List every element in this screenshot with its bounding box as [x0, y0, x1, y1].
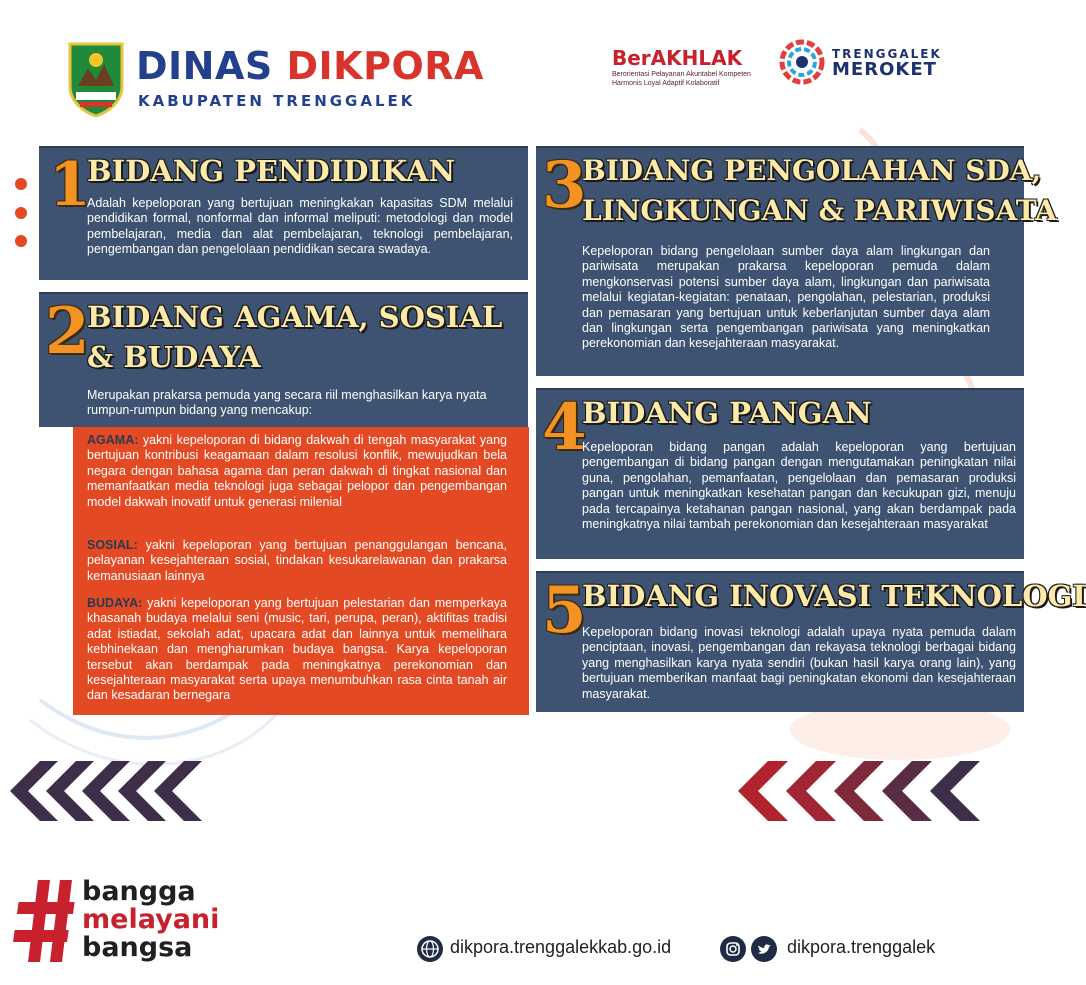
section-pendidikan: [39, 146, 528, 280]
detail-agama: AGAMA: yakni kepeloporan di bidang dakwah di tengah masyarakat yang bertujuan kontribusi keagamaan dalam resolusi konflik, mewujudkan bela negara dengan bahasa agama dan peran dakwah di tingkat nasional dan memanfaatkan media teknologi juga sebagai pelopor dan pengembangan model dakwah inovatif untuk generasi milenial: [87, 433, 507, 509]
detail-budaya: BUDAYA: yakni kepeloporan yang bertujuan pelestarian dan memperkaya khasanah budaya melalui seni (music, tari, perupa, peran), aktifitas tradisi adat istiadat, sekolah adat, upacara adat dan lainnya untuk memelihara kebhinekaan dan mengharumkan budaya bangsa. Karya kepeloporan tersebut akan berdampak pada meningkatnya perekonomian dan kesejahteraan masyarakat serta upaya menumbuhkan rasa cinta tanah air dan kesadaran bernegara: [87, 596, 507, 703]
section-title-line2: LINGKUNGAN & PARIWISATA: [582, 194, 1057, 227]
chevron-left-icon: [738, 759, 998, 823]
keyword-agama: AGAMA:: [87, 433, 139, 447]
keyword-budaya: BUDAYA:: [87, 596, 143, 610]
section-number: 4: [542, 390, 587, 465]
section-title-line1: BIDANG AGAMA, SOSIAL: [87, 300, 503, 334]
section-number: 1: [49, 150, 91, 220]
section-title-line1: BIDANG PENGOLAHAN SDA,: [582, 154, 1042, 187]
section-body: Kepeloporan bidang inovasi teknologi adalah upaya nyata pemuda dalam penciptaan, inovasi, pengembangan dan rekayasa teknologi berbagai bidang yang menghasilkan karya nyata sendiri (bukan hasil karya orang lain), yang bertujuan memberikan manfaat bagi peningkatan ekonomi dan kesejahteraan masyarakat.: [582, 625, 1016, 701]
section-title-line2: & BUDAYA: [87, 340, 261, 374]
section-body: Adalah kepeloporan yang bertujuan meningkakan kapasitas SDM melalui pendidikan formal, nonformal dan informal meliputi: metodologi dan model pembelajaran, media dan alat pembelajaran, teknologi pembelajaran, pengembangan dan pengelolaan pendidikan secara swadaya.: [87, 196, 513, 257]
section-title: BIDANG INOVASI TEKNOLOGI: [582, 579, 1086, 613]
section-body: Merupakan prakarsa pemuda yang secara riil menghasilkan karya nyata rumpun-rumpun bidang yang mencakup:: [87, 388, 487, 418]
berakhlak-tagline-1: Berorientasi Pelayanan Akuntabel Kompeten: [612, 71, 751, 78]
berakhlak-title: BerAKHLAK: [612, 46, 743, 70]
meroket-label-main: MEROKET: [832, 59, 937, 80]
org-title: DINAS DIKPORA: [136, 44, 484, 88]
tagline-bangga: bangga: [82, 876, 196, 907]
section-body: Kepeloporan bidang pengelolaan sumber daya alam lingkungan dan pariwisata merupakan prakarsa kepeloporan pemuda dalam mengkonservasi potensi sumber daya alam, lingkungan dan pariwisata melalui kegiatan-kegiatan: penataan, pengolahan, pelestarian, produksi dan pemasaran yang bertujuan untuk keberlanjutan sumber daya alam dan lingkungan serta pengembangan pariwisata yang meningkatkan perekonomian dan kesejahteraan masyarakat.: [582, 244, 990, 351]
twitter-icon[interactable]: [751, 936, 777, 962]
social-handle[interactable]: dikpora.trenggalek: [787, 937, 936, 957]
website-link[interactable]: dikpora.trenggalekkab.go.id: [450, 937, 672, 957]
section-agama-sosial-budaya: [39, 292, 528, 427]
section-number: 5: [542, 573, 587, 648]
section-body: Kepeloporan bidang pangan adalah kepeloporan yang bertujuan pengembangan di bidang pangan dengan mengutamakan peningkatan nilai guna, pengolahan, pemanfaatan, pengelolaan dan pemasaran produksi pangan untuk meningkatkan kesehatan pangan dan kecukupan gizi, menuju pada tercapainya ketahanan pangan nasional, yang akan berdampak pada meningkatnya nilai tambah perekonomian dan kesejahteraan masyarakat: [582, 440, 1016, 532]
chevron-left-icon: [2, 759, 202, 823]
section-number: 3: [542, 148, 587, 223]
meroket-logo-icon: [780, 40, 824, 84]
tagline-melayani: melayani: [82, 904, 220, 935]
berakhlak-logo: [612, 46, 772, 88]
instagram-icon[interactable]: [720, 936, 746, 962]
section-pangan: [536, 388, 1024, 559]
hashtag-icon: [20, 878, 78, 964]
org-subtitle: KABUPATEN TRENGGALEK: [138, 92, 416, 110]
berakhlak-tagline-2: Harmonis Loyal Adaptif Kolaboratif: [612, 80, 720, 87]
globe-icon: [417, 936, 443, 962]
section-number: 2: [45, 294, 90, 369]
section-inovasi-teknologi: [536, 571, 1086, 712]
keyword-sosial: SOSIAL:: [87, 538, 138, 552]
tagline-bangsa: bangsa: [82, 932, 193, 963]
section-title: BIDANG PENDIDIKAN: [87, 154, 455, 188]
detail-sosial: SOSIAL: yakni kepeloporan yang bertujuan penanggulangan bencana, pelayanan kesejahteraan sosial, tindakan kesukarelawanan dan prakarsa kemanusiaan lainnya: [87, 538, 507, 583]
meroket-label-top: TRENGGALEK: [832, 47, 942, 61]
emblem-icon: [66, 40, 126, 118]
section-title: BIDANG PANGAN: [582, 396, 872, 430]
section-pengolahan-sda: [536, 146, 1057, 376]
